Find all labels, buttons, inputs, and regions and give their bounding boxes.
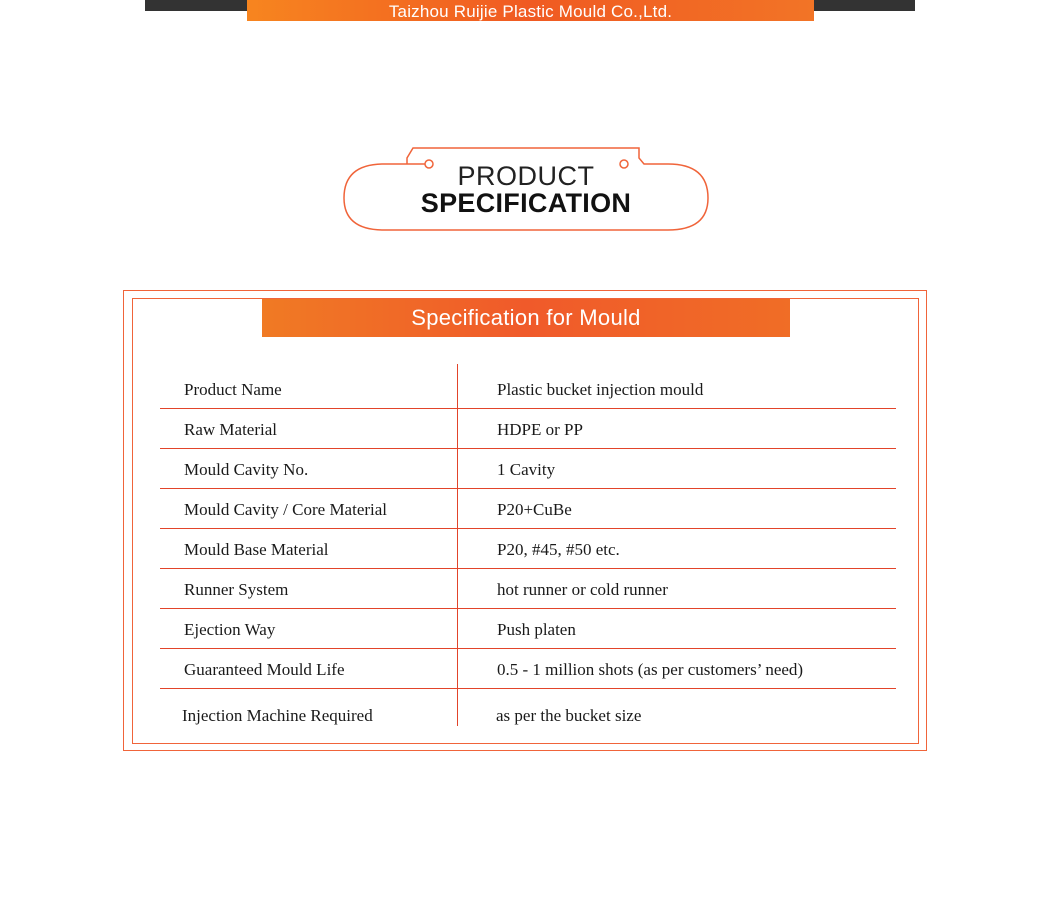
spec-table-header: Specification for Mould xyxy=(262,299,790,337)
badge-title-specification: SPECIFICATION xyxy=(420,188,632,218)
row-value: 0.5 - 1 million shots (as per customers’ need) xyxy=(497,660,804,679)
row-value: Plastic bucket injection mould xyxy=(497,380,704,399)
row-label: Mould Cavity No. xyxy=(184,460,309,479)
row-label: Mould Base Material xyxy=(184,540,329,559)
table-row xyxy=(160,408,896,449)
table-row xyxy=(160,694,896,734)
row-value: Push platen xyxy=(497,620,576,639)
table-row xyxy=(160,648,896,689)
spec-table xyxy=(160,364,896,726)
badge-title-product: PRODUCT xyxy=(457,161,595,191)
row-value: P20+CuBe xyxy=(497,500,572,519)
row-value: hot runner or cold runner xyxy=(497,580,668,599)
row-value: as per the bucket size xyxy=(496,706,642,725)
row-label: Raw Material xyxy=(184,420,277,439)
row-value: P20, #45, #50 etc. xyxy=(497,540,620,559)
row-label: Injection Machine Required xyxy=(182,706,373,725)
table-row xyxy=(160,608,896,649)
table-row xyxy=(160,528,896,569)
company-banner: Taizhou Ruijie Plastic Mould Co.,Ltd. xyxy=(247,0,814,21)
row-label: Runner System xyxy=(184,580,289,599)
table-row xyxy=(160,448,896,489)
row-label: Ejection Way xyxy=(184,620,276,639)
table-row xyxy=(160,568,896,609)
table-row xyxy=(160,488,896,529)
product-specification-badge xyxy=(342,146,710,234)
row-label: Product Name xyxy=(184,380,282,399)
row-value: HDPE or PP xyxy=(497,420,583,439)
table-row xyxy=(160,368,896,409)
row-value: 1 Cavity xyxy=(497,460,556,479)
row-label: Mould Cavity / Core Material xyxy=(184,500,388,519)
row-label: Guaranteed Mould Life xyxy=(184,660,345,679)
